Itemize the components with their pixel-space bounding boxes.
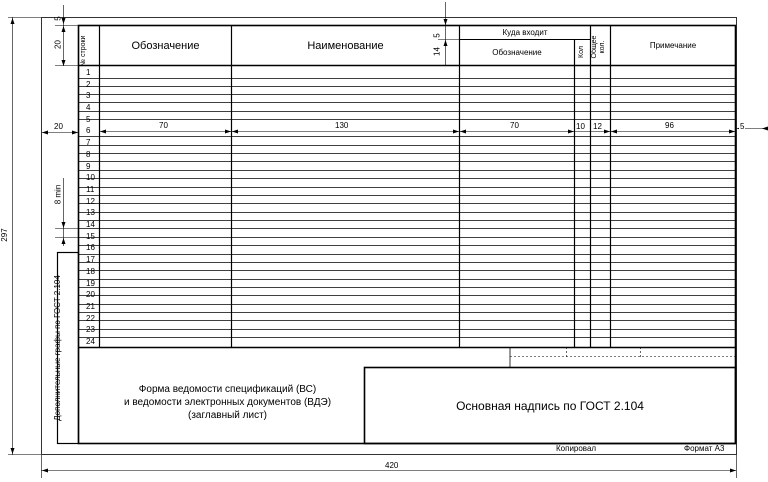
header-remark: Примечание xyxy=(649,41,697,50)
row-number: 15 xyxy=(86,231,95,241)
dim-col-total: 12 xyxy=(593,122,602,131)
row-number: 18 xyxy=(86,266,95,276)
row-number: 9 xyxy=(86,161,91,171)
row-number: 16 xyxy=(86,243,95,253)
row-number: 20 xyxy=(86,290,95,300)
form-title-line3: (заглавный лист) xyxy=(187,410,268,421)
header-name: Наименование xyxy=(307,39,384,52)
row-number: 1 xyxy=(86,67,91,77)
dim-col-qty: 10 xyxy=(576,122,585,131)
dim-col-designation: 70 xyxy=(159,121,168,130)
row-number: 11 xyxy=(86,184,95,194)
row-number: 5 xyxy=(86,114,91,124)
row-number: 6 xyxy=(86,126,91,136)
dim-subheader-top: 5 xyxy=(432,33,442,38)
row-number: 8 xyxy=(86,149,91,159)
dim-col-name: 130 xyxy=(335,121,349,130)
form-title-line2: и ведомости электронных документов (ВДЭ) xyxy=(123,397,332,408)
dim-sheet-height: 297 xyxy=(0,223,10,247)
dim-col-remark: 96 xyxy=(665,121,674,130)
row-number: 22 xyxy=(86,313,95,323)
side-column-label: Дополнительные графы по ГОСТ 2.104 xyxy=(53,275,62,421)
row-number: 24 xyxy=(86,337,95,347)
footer-format: Формат А3 xyxy=(684,444,725,453)
row-number: 4 xyxy=(86,102,91,112)
dim-right-margin: 5 xyxy=(740,122,745,131)
row-number: 10 xyxy=(86,173,95,183)
dim-sheet-width: 420 xyxy=(385,461,399,470)
row-number: 7 xyxy=(86,138,91,148)
header-where-used: Куда входит xyxy=(502,28,548,37)
header-qty: Кол xyxy=(578,46,585,58)
form-title-line1: Форма ведомости спецификаций (ВС) xyxy=(138,384,317,395)
header-designation: Обозначение xyxy=(131,39,200,52)
dim-col-where: 70 xyxy=(510,121,519,130)
header-where-designation: Обозначение xyxy=(492,48,542,57)
title-block-label: Основная надпись по ГОСТ 2.104 xyxy=(456,398,644,413)
footer-copied: Копировал xyxy=(556,444,597,453)
dim-top-margin: 5 xyxy=(53,16,63,21)
row-number: 12 xyxy=(86,196,95,206)
row-number: 2 xyxy=(86,79,91,89)
row-number: 23 xyxy=(86,325,95,335)
row-number: 14 xyxy=(86,220,95,230)
header-total-qty: Общее кол. xyxy=(591,35,606,59)
row-number: 19 xyxy=(86,278,95,288)
form-title xyxy=(100,383,355,422)
row-number: 13 xyxy=(86,208,95,218)
row-number: 3 xyxy=(86,91,91,101)
dim-subheader-height: 14 xyxy=(432,47,442,56)
header-row-number: № строки xyxy=(80,35,87,67)
dim-row-min: 8 min xyxy=(53,184,63,205)
dim-header-height: 20 xyxy=(53,40,63,49)
dim-left-margin: 20 xyxy=(54,122,63,131)
row-number: 21 xyxy=(86,302,95,312)
row-number: 17 xyxy=(86,255,95,265)
